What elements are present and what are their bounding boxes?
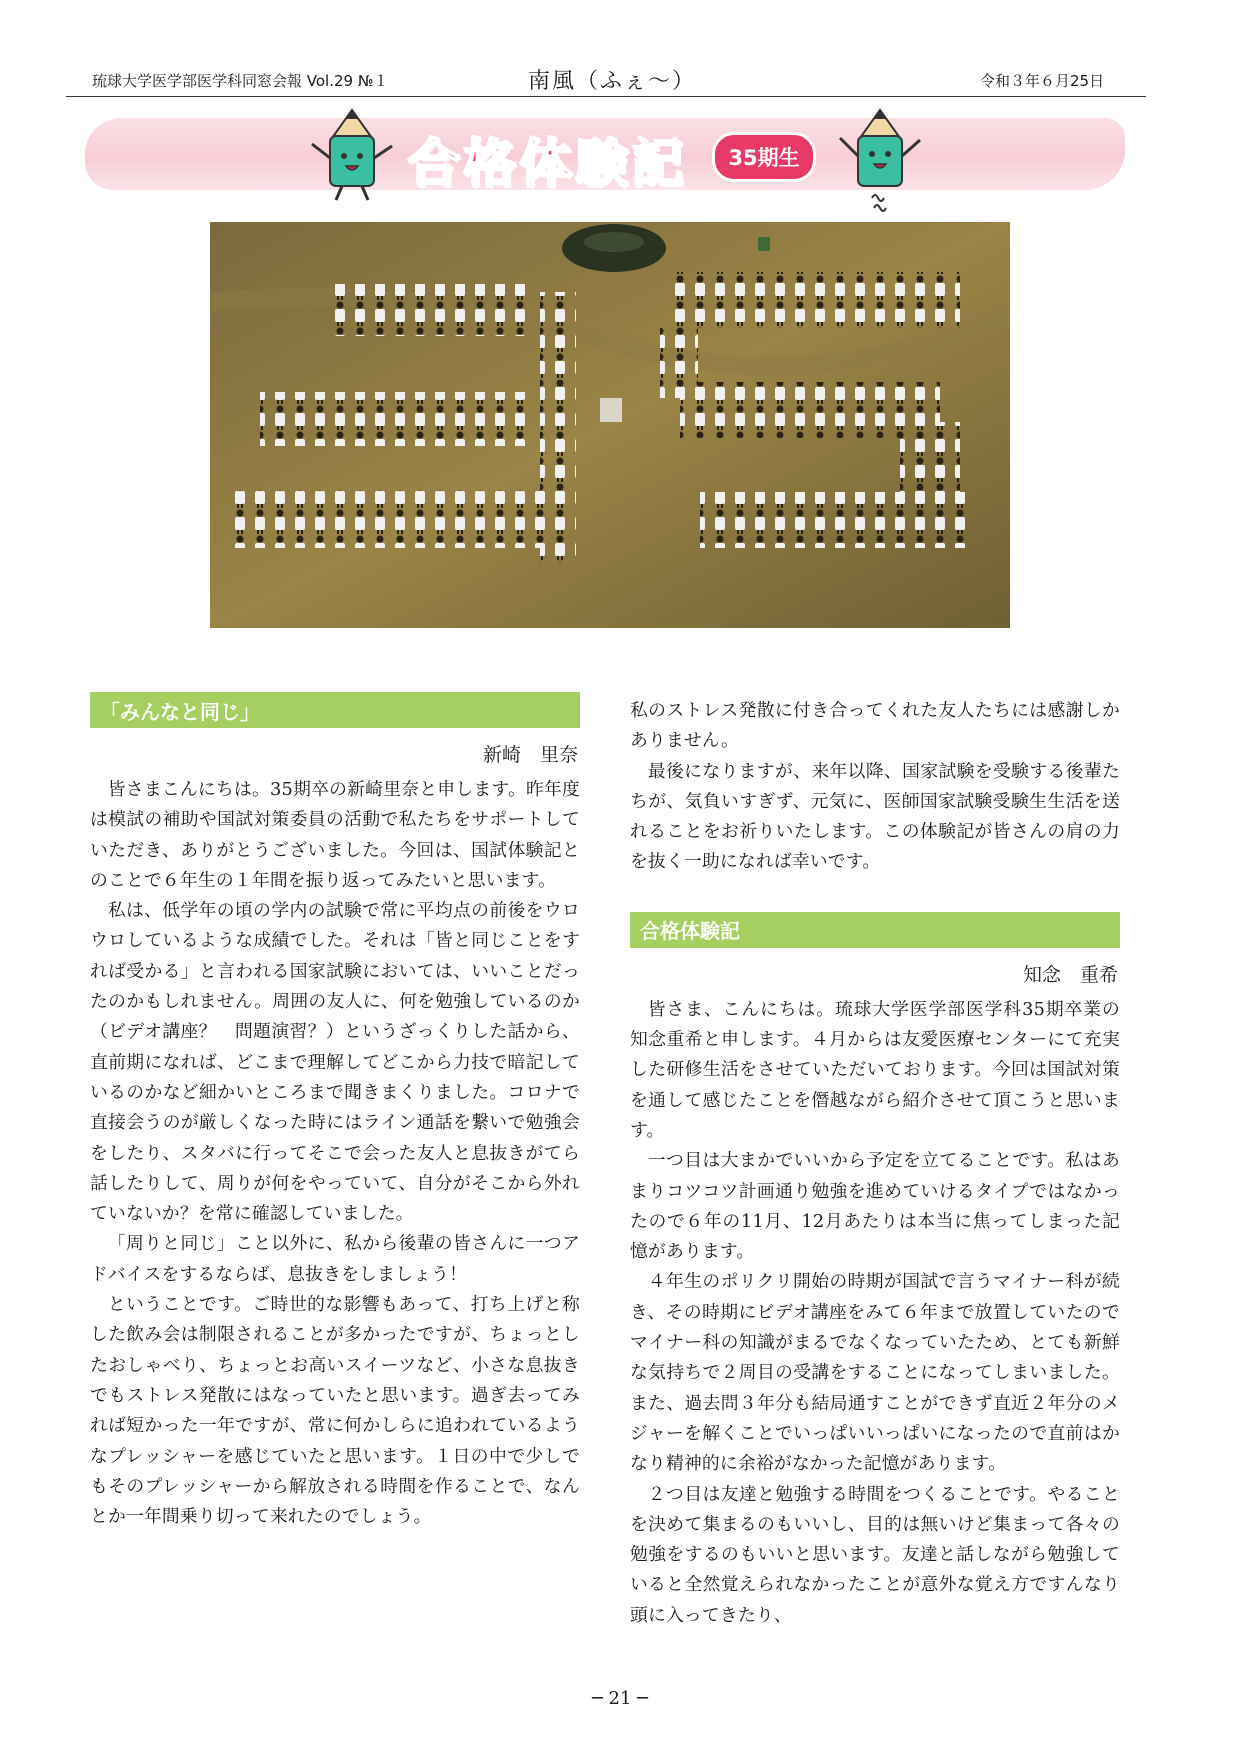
article-paragraph: 最後になりますが、来年以降、国家試験を受験する後輩たちが、気負いすぎず、元気に、医師国家試験受験生生活を送れることをお祈りいたします。この体験記が皆さんの肩の力を抜く一助になれば幸いです。 bbox=[630, 760, 1120, 873]
column-left bbox=[90, 692, 580, 1532]
pencil-mascot-icon bbox=[306, 108, 398, 204]
banner-title: 合格体験記 bbox=[408, 135, 689, 195]
article-paragraph: 私のストレス発散に付き合ってくれた友人たちには感謝しかありません。 bbox=[630, 700, 1120, 752]
class-badge: 35期生 bbox=[712, 132, 816, 182]
article-paragraph: 一つ目は大まかでいいから予定を立てることです。私はあまりコツコツ計画通り勉強を進めていけるタイプではなかったので６年の11月、12月あたりは本当に焦ってしまった記憶があります。 bbox=[630, 1150, 1120, 1263]
publication-name: 琉球大学医学部医学科同窓会報 Vol.29 №１ bbox=[92, 72, 389, 90]
pencil-mascot-icon bbox=[832, 108, 926, 218]
article-title: 合格体験記 bbox=[630, 912, 1120, 948]
article-author: 知念 重希 bbox=[1022, 963, 1118, 986]
article-author: 新崎 里奈 bbox=[482, 744, 578, 766]
article-paragraph: ４年生のポリクリ開始の時期が国試で言うマイナー科が続き、その時期にビデオ講座をみて６年まで放置していたのでマイナー科の知識がまるでなくなっていたため、とても新鮮な気持ちで２周目の受講をすることになってしまいました。また、過去問３年分も結局通すことができず直近２年分のメジャーを解くことでいっぱいいっぱいになったので直前はかなり精神的に余裕がなかった記憶があります。 bbox=[630, 1271, 1120, 1475]
article-paragraph: 「周りと同じ」こと以外に、私から後輩の皆さんに一つアドバイスをするならば、息抜きをしましょう！ bbox=[90, 1233, 580, 1285]
article-paragraph: ２つ目は友達と勉強する時間をつくることです。やることを決めて集まるのもいいし、目的は無いけど集まって各々の勉強をするのもいいと思います。友達と話しながら勉強していると全然覚えられなかったことが意外な覚え方ですんなり頭に入ってきたり、 bbox=[630, 1483, 1120, 1626]
column-right bbox=[630, 696, 1120, 1631]
page-number: ─ 21 ─ bbox=[591, 1688, 649, 1709]
article-title: 「みんなと同じ」 bbox=[90, 692, 580, 728]
group-photo bbox=[210, 222, 1010, 628]
article-paragraph: 皆さま、こんにちは。琉球大学医学部医学科35期卒業の知念重希と申します。４月からは友愛医療センターにて充実した研修生活をさせていただいております。今回は国試対策を通して感じたことを僭越ながら紹介させて頂こうと思います。 bbox=[630, 998, 1120, 1141]
header-divider bbox=[66, 96, 1146, 97]
article-paragraph: 私は、低学年の頃の学内の試験で常に平均点の前後をウロウロしているような成績でした。それは「皆と同じことをすれば受かる」と言われる国家試験においては、いいことだったのかもしれません。周囲の友人に、何を勉強しているのか（ビデオ講座？ 問題演習？）というざっくりした話から、直前期になれば、どこまで理解してどこから力技で暗記しているのかなど細かいところまで聞きまくりました。コロナで直接会うのが厳しくなった時にはライン通話を繋いで勉強会をしたり、スタバに行ってそこで会った友人と息抜きがてら話したりして、周りが何をやっていて、自分がそこから外れていないか？を常に確認していました。 bbox=[90, 900, 580, 1225]
issue-date: 令和３年６月25日 bbox=[980, 72, 1105, 90]
article-paragraph: 皆さまこんにちは。35期卒の新崎里奈と申します。昨年度は模試の補助や国試対策委員の活動で私たちをサポートしていただき、ありがとうございました。今回は、国試体験記とのことで６年生の１年間を振り返ってみたいと思います。 bbox=[90, 779, 580, 891]
article-paragraph: ということです。ご時世的な影響もあって、打ち上げと称した飲み会は制限されることが多かったですが、ちょっとしたおしゃべり、ちょっとお高いスイーツなど、小さな息抜きでもストレス発散にはなっていたと思います。過ぎ去ってみれば短かった一年ですが、常に何かしらに追われているようなプレッシャーを感じていたと思います。１日の中で少しでもそのプレッシャーから解放される時間を作ることで、なんとか一年間乗り切って来れたのでしょう。 bbox=[90, 1294, 580, 1528]
newsletter-title: 南風（ふぇ〜） bbox=[528, 69, 697, 94]
